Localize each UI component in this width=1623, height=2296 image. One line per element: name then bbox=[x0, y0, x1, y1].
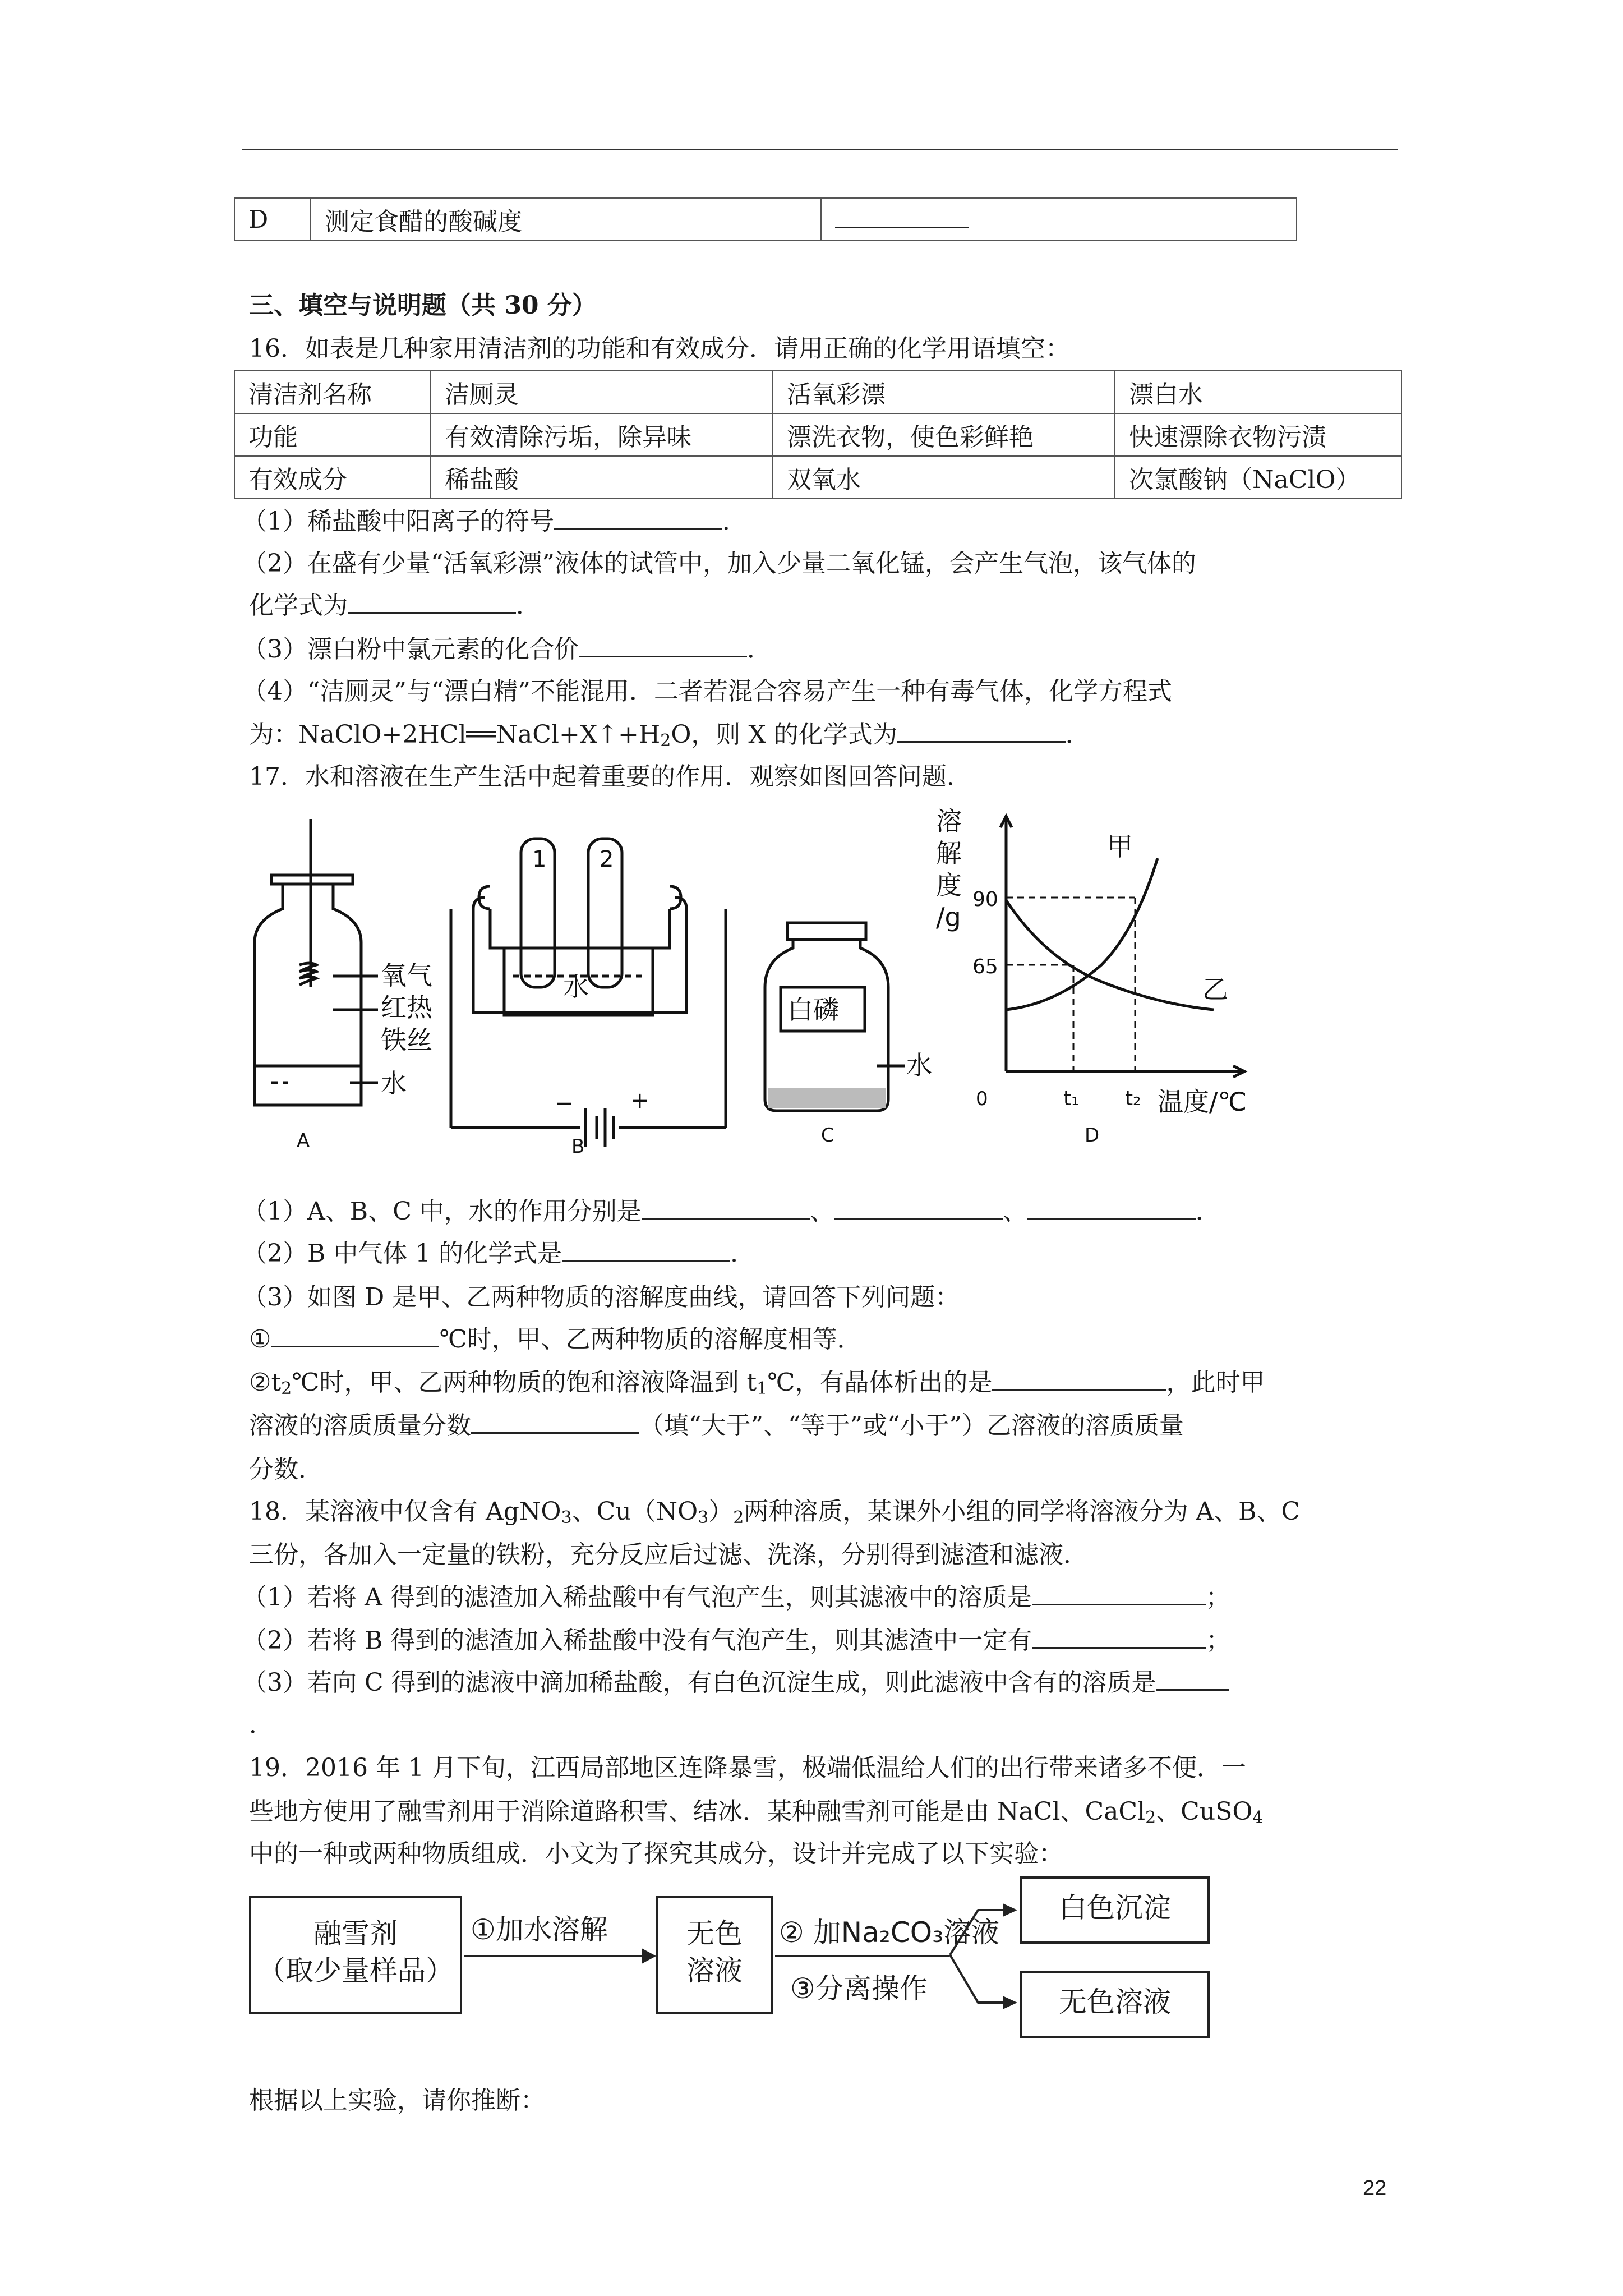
answer-blank bbox=[1156, 1667, 1229, 1691]
cleaner-table bbox=[234, 370, 1402, 499]
table-cell: 功能 bbox=[234, 413, 431, 456]
answer-blank bbox=[1032, 1581, 1206, 1605]
d-jia: 甲 bbox=[1107, 831, 1133, 862]
box-colorless-line2: 溶液 bbox=[686, 1954, 743, 1987]
q17-p1-text: （1）A、B、C 中，水的作用分别是 bbox=[242, 1197, 642, 1226]
c2-text-2: ℃时，甲、乙两种物质的饱和溶液降温到 t bbox=[292, 1368, 757, 1397]
answer-blank bbox=[992, 1366, 1166, 1391]
q18-p1-text: （1）若将 A 得到的滤渣加入稀盐酸中有气泡产生，则其滤液中的溶质是 bbox=[242, 1583, 1032, 1612]
c-label: 白磷 bbox=[787, 995, 839, 1025]
arrow-2 bbox=[775, 1955, 949, 1957]
c2-text-4: ，此时甲 bbox=[1166, 1368, 1265, 1397]
q16-p2b: 化学式为 ． bbox=[249, 589, 541, 623]
d-caption: D bbox=[1085, 1124, 1100, 1147]
semicolon: ； bbox=[1205, 1583, 1230, 1612]
b-tube-1: 1 bbox=[532, 846, 547, 872]
table-row bbox=[234, 456, 1401, 499]
branch-arrows bbox=[944, 1876, 1023, 2033]
page-number: 22 bbox=[1363, 2177, 1387, 2200]
c2b-text-2: （填“大于”、“等于”或“小于”）乙溶液的溶质质量 bbox=[639, 1411, 1184, 1440]
q16-p1-text: （1）稀盐酸中阳离子的符号 bbox=[242, 507, 554, 536]
box-colorless bbox=[656, 1896, 773, 2014]
q19-l2-text-b: 、CuSO bbox=[1156, 1797, 1253, 1826]
equation-sub: 2 bbox=[660, 731, 671, 751]
q18-l1: 18．某溶液中仅含有 AgNO$_3$、$Cu(NO_3)_2$两种溶质，某课外小组的同学将溶液分为 A、B、C bbox=[249, 1497, 1301, 1527]
table-cell: 快速漂除衣物污渍 bbox=[1115, 413, 1401, 456]
q17-p1: （1）A、B、C 中，水的作用分别是 、 、 ． bbox=[242, 1195, 1220, 1228]
q16-p1: （1）稀盐酸中阳离子的符号 ． bbox=[242, 505, 747, 539]
table-cell: 双氧水 bbox=[773, 456, 1115, 499]
b-plus: + bbox=[630, 1088, 649, 1114]
table-row bbox=[234, 413, 1401, 456]
box-sample-line2: （取少量样品） bbox=[257, 1954, 454, 1987]
table-row bbox=[234, 371, 1401, 413]
d-t1: t₁ bbox=[1063, 1087, 1080, 1110]
q18-text-4: 两种溶质，某课外小组的同学将溶液分为 A、B、C bbox=[744, 1497, 1301, 1526]
q16-p2a: （2）在盛有少量“活氧彩漂”液体的试管中，加入少量二氧化锰，会产生气泡，该气体的 bbox=[242, 549, 1196, 578]
q19-l3: 中的一种或两种物质组成．小文为了探究其成分，设计并完成了以下实验： bbox=[249, 1839, 1063, 1868]
d-ylabel-2: 解 bbox=[936, 838, 962, 868]
table-cell: 漂洗衣物，使色彩鲜艳 bbox=[773, 413, 1115, 456]
q18-p2 bbox=[242, 1624, 1230, 1658]
table-cell: 有效成分 bbox=[234, 456, 431, 499]
answer-blank bbox=[834, 1195, 1003, 1220]
b-minus: − bbox=[555, 1091, 574, 1116]
white-precipitate-label: 白色沉淀 bbox=[1059, 1892, 1171, 1924]
equation-text: 为：NaClO+2HCl══NaCl+X↑+H bbox=[249, 720, 661, 749]
q18-l2: 三份，各加入一定量的铁粉，充分反应后过滤、洗涤，分别得到滤渣和滤液． bbox=[249, 1540, 1088, 1569]
arrow-1 bbox=[464, 1955, 649, 1957]
c2b-text-1: 溶液的溶质质量分数 bbox=[249, 1411, 471, 1440]
q17-p2: （2）B 中气体 1 的化学式是 ． bbox=[242, 1237, 755, 1271]
q18-p1 bbox=[242, 1581, 1230, 1614]
figure-a-jar bbox=[255, 819, 378, 1105]
q16-p3: （3）漂白粉中氯元素的化合价 ． bbox=[242, 633, 772, 666]
d-tick-65: 65 bbox=[972, 955, 998, 978]
q16-p3-text: （3）漂白粉中氯元素的化合价 bbox=[242, 635, 579, 664]
table-cell: 活氧彩漂 bbox=[773, 371, 1115, 413]
answer-blank bbox=[579, 633, 747, 657]
q17-c2a: $②t_2℃$时，甲、乙两种物质的饱和溶液降温到 $t_1℃$，有晶体析出的是 ，此时甲 bbox=[249, 1366, 1265, 1406]
q18-p2-text: （2）若将 B 得到的滤渣加入稀盐酸中没有气泡产生，则其滤渣中一定有 bbox=[242, 1626, 1032, 1655]
a-label-water: 水 bbox=[381, 1068, 407, 1098]
table-cell: 稀盐酸 bbox=[431, 456, 773, 499]
answer-blank bbox=[554, 505, 722, 530]
c2-text-3: ℃，有晶体析出的是 bbox=[767, 1368, 993, 1397]
step-3-label: ③分离操作 bbox=[790, 1972, 928, 2005]
answer-blank bbox=[471, 1410, 639, 1434]
answer-blank bbox=[1032, 1625, 1206, 1649]
answer-blank bbox=[1027, 1195, 1196, 1220]
q18-text-2: 、Cu（NO bbox=[571, 1497, 698, 1526]
a-caption: A bbox=[297, 1130, 310, 1152]
c2-text-1: ②t bbox=[249, 1368, 282, 1397]
circle-1: ① bbox=[249, 1325, 271, 1354]
q16-p4a: （4）“洁厕灵”与“漂白精”不能混用．二者若混合容易产生一种有毒气体，化学方程式 bbox=[242, 677, 1172, 706]
semicolon: ； bbox=[1206, 1626, 1231, 1655]
d-tick-90: 90 bbox=[972, 888, 998, 911]
flowchart bbox=[249, 1876, 1230, 2033]
answer-blank bbox=[562, 1237, 730, 1262]
water-experiments-figure bbox=[249, 797, 1284, 1156]
colorless-solution-label: 无色溶液 bbox=[1059, 1986, 1171, 2018]
row-text: 测定食醋的酸碱度 bbox=[311, 198, 821, 241]
box-colorless-line1: 无色 bbox=[686, 1917, 743, 1950]
table-cell: 次氯酸钠（NaClO） bbox=[1115, 456, 1401, 499]
c-caption: C bbox=[821, 1124, 834, 1147]
box-sample bbox=[249, 1896, 462, 2014]
q16-intro: 16．如表是几种家用清洁剂的功能和有效成分．请用正确的化学用语填空： bbox=[249, 334, 1070, 363]
d-yi: 乙 bbox=[1202, 974, 1228, 1005]
q17-c2c: 分数． bbox=[249, 1455, 323, 1484]
d-t2: t₂ bbox=[1125, 1087, 1141, 1110]
q16-p2b-text: 化学式为 bbox=[249, 591, 348, 620]
b-caption: B bbox=[571, 1135, 585, 1156]
q19-l1: 19．2016 年 1 月下旬，江西局部地区连降暴雪，极端低温给人们的出行带来诸多不便．一 bbox=[249, 1754, 1246, 1782]
b-tube-2: 2 bbox=[600, 846, 614, 872]
a-label-oxygen: 氧气 bbox=[381, 960, 432, 991]
q17-c1 bbox=[249, 1323, 862, 1356]
step-2-label: ② 加Na₂CO₃溶液 bbox=[779, 1916, 1000, 1949]
table-cell: 清洁剂名称 bbox=[234, 371, 431, 413]
step-1-label: ①加水溶解 bbox=[471, 1913, 608, 1946]
c-water: 水 bbox=[906, 1050, 932, 1080]
q18-p3-text: （3）若向 C 得到的滤液中滴加稀盐酸，有白色沉淀生成，则此滤液中含有的溶质是 bbox=[242, 1668, 1156, 1697]
d-ylabel-1: 溶 bbox=[936, 806, 962, 836]
row-letter: D bbox=[234, 198, 311, 241]
q18-text-1: 18．某溶液中仅含有 AgNO bbox=[249, 1497, 561, 1526]
a-label-red: 红热 bbox=[381, 992, 432, 1023]
section-title: 三、填空与说明题（共 30 分） bbox=[249, 291, 597, 320]
box-colorless-solution bbox=[1020, 1971, 1210, 2038]
table-cell: 有效清除污垢，除异味 bbox=[431, 413, 773, 456]
q17-c2b bbox=[249, 1409, 1184, 1443]
q17-p2-text: （2）B 中气体 1 的化学式是 bbox=[242, 1239, 562, 1268]
b-water: 水 bbox=[563, 972, 589, 1002]
answer-cell bbox=[821, 198, 1297, 241]
q17-p3: （3）如图 D 是甲、乙两种物质的溶解度曲线，请回答下列问题： bbox=[242, 1283, 960, 1312]
q17-intro: 17．水和溶液在生产生活中起着重要的作用．观察如图回答问题． bbox=[249, 762, 971, 791]
option-d-table bbox=[234, 197, 1297, 241]
arrow-1-head bbox=[642, 1948, 656, 1964]
d-ylabel-4: /g bbox=[936, 902, 961, 932]
equation-tail: O，则 X 的化学式为 bbox=[671, 720, 897, 749]
a-label-iron: 铁丝 bbox=[381, 1025, 432, 1055]
q18-dot: ． bbox=[249, 1710, 274, 1739]
header-rule bbox=[242, 149, 1398, 150]
answer-blank bbox=[897, 719, 1066, 743]
q19-after: 根据以上实验，请你推断： bbox=[249, 2086, 545, 2115]
answer-blank bbox=[348, 590, 516, 614]
d-tick-0: 0 bbox=[976, 1088, 988, 1110]
q18-text-3: ） bbox=[708, 1497, 734, 1526]
table-cell: 漂白水 bbox=[1115, 371, 1401, 413]
box-sample-line1: 融雪剂 bbox=[313, 1917, 398, 1950]
answer-blank bbox=[271, 1323, 439, 1347]
table-row bbox=[234, 198, 1297, 241]
q19-l2-text: 些地方使用了融雪剂用于消除道路积雪、结冰．某种融雪剂可能是由 NaCl、CaCl bbox=[249, 1797, 1146, 1826]
q19-l2: 些地方使用了融雪剂用于消除道路积雪、结冰．某种融雪剂可能是由 NaCl、CaCl$_2$、CuSO$_4$ bbox=[249, 1797, 1264, 1828]
answer-blank bbox=[642, 1195, 810, 1220]
d-ylabel-3: 度 bbox=[936, 870, 962, 900]
table-cell: 洁厕灵 bbox=[431, 371, 773, 413]
box-white-precipitate bbox=[1020, 1876, 1210, 1944]
d-xlabel: 温度/℃ bbox=[1158, 1087, 1247, 1117]
q16-p4b: 为：$NaClO+2HCl══NaCl+X↑+H_2O$，则 X 的化学式为 ． bbox=[249, 718, 1090, 758]
q18-p3 bbox=[242, 1666, 1229, 1700]
q17-c1-text: ℃时，甲、乙两种物质的溶解度相等． bbox=[439, 1325, 862, 1354]
